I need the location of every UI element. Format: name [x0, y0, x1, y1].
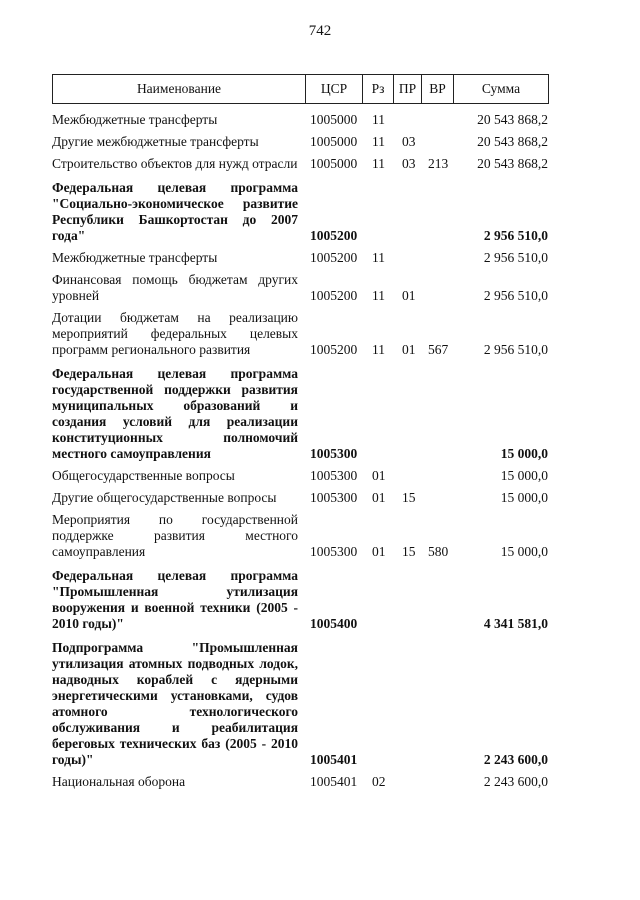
row-name: Другие межбюджетные трансферты [52, 134, 259, 149]
row-name: Федеральная целевая программа "Промышленная утилизация вооружения и военной техники (2005 - 2010 годы)" [52, 568, 298, 631]
row-name: Федеральная целевая программа "Социально-экономическое развитие Республики Башкортостан до 2007 года" [52, 180, 298, 243]
row-csr: 1005000 [310, 134, 358, 149]
row-name: Общегосударственные вопросы [52, 468, 235, 483]
row-sum: 20 543 868,2 [477, 134, 548, 149]
row-sum: 15 000,0 [500, 446, 548, 461]
row-rz: 11 [372, 342, 385, 357]
row-csr: 1005200 [310, 342, 358, 357]
row-sum: 15 000,0 [500, 468, 548, 483]
row-name: Другие общегосударственные вопросы [52, 490, 277, 505]
table-row [52, 640, 548, 768]
row-rz: 11 [372, 288, 385, 303]
row-rz: 01 [372, 544, 386, 559]
row-csr: 1005000 [310, 112, 358, 127]
row-sum: 2 956 510,0 [483, 342, 548, 357]
row-sum: 15 000,0 [500, 544, 548, 559]
row-name: Межбюджетные трансферты [52, 112, 218, 127]
row-csr: 1005401 [310, 774, 358, 789]
row-sum: 20 543 868,2 [477, 112, 548, 127]
row-csr: 1005400 [310, 616, 358, 631]
row-name: Подпрограмма "Промышленная утилизация атомных подводных лодок, надводных кораблей с ядерными энергетическими установками, судов атомного технологического обслуживания и реабилитация береговых технических баз (2005 - 2010 годы)" [52, 640, 298, 767]
table-body [52, 108, 548, 790]
row-name: Строительство объектов для нужд отрасли [52, 156, 298, 171]
row-name: Дотации бюджетам на реализацию мероприятий федеральных целевых программ регионального развития [52, 310, 298, 357]
row-rz: 02 [372, 774, 386, 789]
row-name: Межбюджетные трансферты [52, 250, 218, 265]
row-csr: 1005401 [310, 752, 358, 767]
row-sum: 4 341 581,0 [483, 616, 548, 631]
row-rz: 01 [372, 490, 386, 505]
row-csr: 1005200 [310, 250, 358, 265]
table-row [52, 180, 548, 244]
row-sum: 20 543 868,2 [477, 156, 548, 171]
row-csr: 1005300 [310, 490, 358, 505]
row-csr: 1005200 [310, 288, 358, 303]
header-sum: Сумма [454, 75, 549, 104]
row-vr: 213 [428, 156, 449, 171]
page-number: 742 [308, 23, 332, 39]
table-row [52, 490, 548, 506]
row-pr: 01 [402, 342, 416, 357]
header-rz: Рз [363, 75, 394, 104]
row-rz: 11 [372, 112, 385, 127]
table-row [52, 366, 548, 462]
row-csr: 1005300 [310, 544, 358, 559]
row-rz: 11 [372, 250, 385, 265]
row-pr: 03 [402, 134, 416, 149]
row-name: Финансовая помощь бюджетам других уровней [52, 272, 298, 303]
row-vr: 580 [428, 544, 449, 559]
row-name: Национальная оборона [52, 774, 186, 789]
table-row [52, 468, 548, 484]
table-row [52, 774, 548, 790]
row-csr: 1005000 [310, 156, 358, 171]
row-sum: 2 956 510,0 [483, 288, 548, 303]
row-sum: 2 956 510,0 [483, 228, 548, 243]
table-row [52, 134, 548, 150]
table-row [52, 250, 548, 266]
table-row [52, 310, 548, 358]
row-name: Мероприятия по государственной поддержке развития местного самоуправления [52, 512, 298, 559]
row-rz: 01 [372, 468, 386, 483]
row-sum: 15 000,0 [500, 490, 548, 505]
row-csr: 1005300 [310, 446, 358, 461]
row-pr: 15 [402, 544, 416, 559]
header-vr: ВР [422, 75, 454, 104]
row-vr: 567 [428, 342, 449, 357]
table-row [52, 112, 548, 128]
row-sum: 2 956 510,0 [483, 250, 548, 265]
header-name: Наименование [53, 75, 306, 104]
header-csr: ЦСР [306, 75, 363, 104]
table-row [52, 156, 548, 172]
row-csr: 1005200 [310, 228, 358, 243]
table-row [52, 512, 548, 560]
table-row [52, 272, 548, 304]
header-pr: ПР [394, 75, 422, 104]
row-pr: 03 [402, 156, 416, 171]
row-rz: 11 [372, 134, 385, 149]
row-sum: 2 243 600,0 [483, 752, 548, 767]
row-name: Федеральная целевая программа государственной поддержки развития муниципальных образований и создания условий для реализации конституционных полномочий местного самоуправления [52, 366, 298, 461]
row-csr: 1005300 [310, 468, 358, 483]
row-rz: 11 [372, 156, 385, 171]
table-header [52, 74, 549, 104]
row-sum: 2 243 600,0 [483, 774, 548, 789]
row-pr: 01 [402, 288, 416, 303]
row-pr: 15 [402, 490, 416, 505]
table-row [52, 568, 548, 632]
